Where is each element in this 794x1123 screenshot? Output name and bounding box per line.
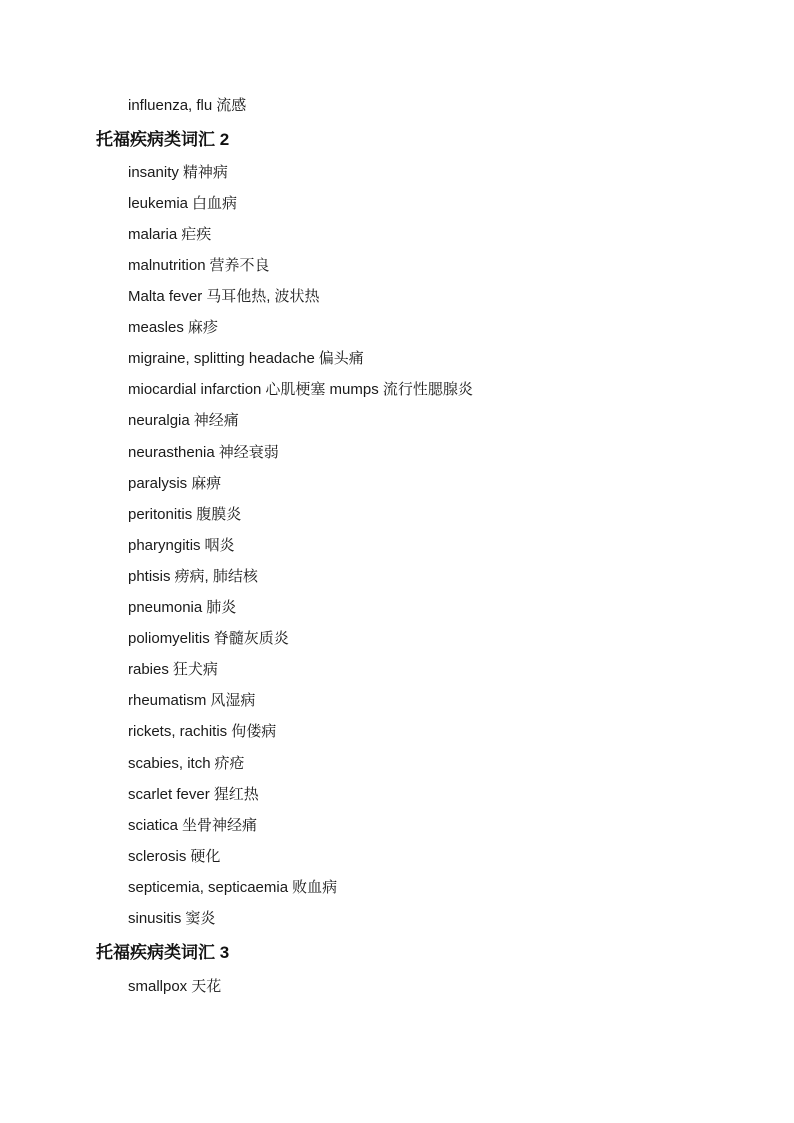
entry-translation: 疥疮 bbox=[214, 755, 245, 772]
entry-term: rheumatism bbox=[128, 692, 207, 709]
entry-term: phtisis bbox=[128, 568, 171, 585]
entry-translation: 坐骨神经痛 bbox=[182, 817, 258, 834]
list-item bbox=[128, 163, 228, 183]
entry-translation: 神经衰弱 bbox=[218, 444, 279, 461]
entry-term: neuralgia bbox=[128, 412, 190, 429]
list-item bbox=[128, 629, 289, 649]
entry-term: scarlet fever bbox=[128, 786, 210, 803]
entry-term: smallpox bbox=[128, 978, 188, 995]
list-item bbox=[128, 785, 259, 805]
entry-term: leukemia bbox=[128, 195, 189, 212]
entry-term: insanity bbox=[128, 164, 179, 181]
entry-term: malnutrition bbox=[128, 257, 206, 274]
entry-translation: 流感 bbox=[216, 97, 247, 114]
entry-translation: 窦炎 bbox=[185, 910, 216, 927]
entry-translation: 心肌梗塞 mumps 流行性腮腺炎 bbox=[265, 381, 473, 398]
entry-translation: 疟疾 bbox=[181, 226, 212, 243]
entry-term: paralysis bbox=[128, 475, 188, 492]
entry-term: sinusitis bbox=[128, 910, 182, 927]
list-item bbox=[128, 722, 276, 742]
section-heading: 托福疾病类词汇 2 bbox=[96, 130, 230, 149]
entry-translation: 营养不良 bbox=[209, 257, 270, 274]
entry-translation: 痨病, 肺结核 bbox=[174, 568, 258, 585]
entry-translation: 猩红热 bbox=[213, 786, 259, 803]
entry-translation: 麻疹 bbox=[187, 319, 218, 336]
list-item bbox=[128, 878, 337, 898]
entry-term: peritonitis bbox=[128, 506, 193, 523]
list-item bbox=[128, 505, 241, 525]
entry-translation: 麻痹 bbox=[191, 475, 222, 492]
entry-translation: 佝偻病 bbox=[231, 723, 277, 740]
list-item bbox=[128, 349, 364, 369]
entry-term: septicemia, septicaemia bbox=[128, 879, 289, 896]
entry-term: pharyngitis bbox=[128, 537, 201, 554]
list-item bbox=[128, 598, 236, 618]
entry-translation: 狂犬病 bbox=[172, 661, 218, 678]
list-item bbox=[128, 977, 221, 997]
entry-translation: 天花 bbox=[191, 978, 222, 995]
list-item bbox=[128, 411, 239, 431]
list-item bbox=[128, 816, 257, 836]
entry-translation: 马耳他热, 波状热 bbox=[206, 288, 320, 305]
entry-translation: 精神病 bbox=[182, 164, 228, 181]
entry-term: scabies, itch bbox=[128, 755, 211, 772]
list-item bbox=[128, 380, 473, 400]
list-item bbox=[128, 96, 246, 116]
list-item bbox=[128, 536, 235, 556]
list-item bbox=[128, 567, 258, 587]
entry-term: measles bbox=[128, 319, 184, 336]
list-item bbox=[128, 194, 237, 214]
entry-translation: 腹膜炎 bbox=[196, 506, 242, 523]
list-item bbox=[128, 287, 320, 307]
entry-translation: 风湿病 bbox=[210, 692, 256, 709]
entry-term: malaria bbox=[128, 226, 178, 243]
list-item bbox=[128, 754, 245, 774]
list-item bbox=[128, 443, 279, 463]
entry-translation: 硬化 bbox=[190, 848, 221, 865]
entry-term: influenza, flu bbox=[128, 97, 213, 114]
section-heading: 托福疾病类词汇 3 bbox=[96, 943, 230, 962]
list-item bbox=[128, 691, 255, 711]
entry-term: poliomyelitis bbox=[128, 630, 210, 647]
list-item bbox=[128, 474, 221, 494]
list-item bbox=[128, 847, 220, 867]
entry-translation: 脊髓灰质炎 bbox=[213, 630, 289, 647]
list-item bbox=[128, 909, 215, 929]
entry-translation: 偏头痛 bbox=[318, 350, 364, 367]
entry-term: rickets, rachitis bbox=[128, 723, 228, 740]
entry-translation: 白血病 bbox=[192, 195, 238, 212]
entry-term: neurasthenia bbox=[128, 444, 215, 461]
entry-translation: 咽炎 bbox=[204, 537, 235, 554]
entry-term: Malta fever bbox=[128, 288, 203, 305]
entry-term: migraine, splitting headache bbox=[128, 350, 315, 367]
entry-term: sclerosis bbox=[128, 848, 187, 865]
entry-term: sciatica bbox=[128, 817, 179, 834]
entry-term: miocardial infarction bbox=[128, 381, 262, 398]
entry-translation: 肺炎 bbox=[206, 599, 237, 616]
list-item bbox=[128, 318, 218, 338]
list-item bbox=[128, 660, 218, 680]
entry-term: rabies bbox=[128, 661, 169, 678]
entry-translation: 败血病 bbox=[292, 879, 338, 896]
list-item bbox=[128, 256, 270, 276]
entry-term: pneumonia bbox=[128, 599, 203, 616]
entry-translation: 神经痛 bbox=[193, 412, 239, 429]
list-item bbox=[128, 225, 211, 245]
